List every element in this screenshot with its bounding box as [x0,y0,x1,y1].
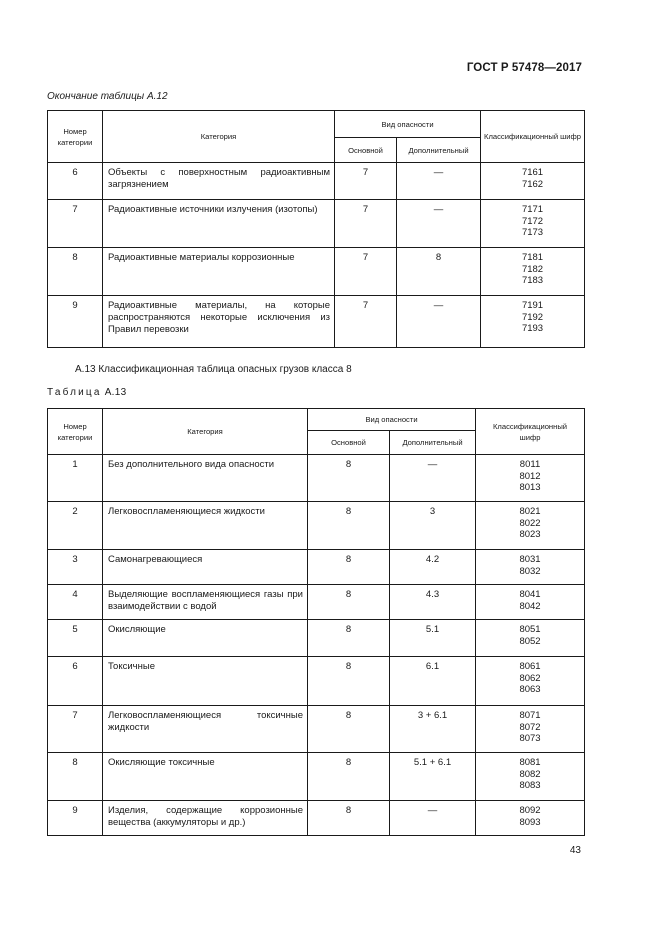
table-row [48,620,585,657]
row-primary-hazard: 7 [335,248,397,296]
classification-code: 7182 [521,263,544,275]
row-category: Изделия, содержащие коррозионные вещества (аккумуляторы и др.) [103,801,308,836]
classification-code: 8063 [519,684,541,695]
header-primary: Основной [335,138,397,163]
classification-code: 8031 [519,554,541,565]
table2-caption-word: Таблица [47,387,102,398]
table-row [48,502,585,550]
row-codes [476,585,585,620]
section-title: А.13 Классификационная таблица опасных грузов класса 8 [75,364,352,375]
classification-code: 7162 [521,178,544,190]
row-category: Радиоактивные материалы коррозионные [103,248,335,296]
classification-code: 8011 [519,459,541,470]
row-primary-hazard: 8 [308,550,390,585]
row-category: Легковоспламеняющиеся токсичные жидкости [103,706,308,753]
classification-code: 8062 [519,672,541,684]
row-number: 6 [48,657,103,706]
page-number: 43 [569,845,581,856]
row-additional-hazard: 5.1 [390,620,476,657]
classification-code: 7171 [521,204,544,215]
row-additional-hazard: 4.2 [390,550,476,585]
header-code: Классификационный шифр [476,409,585,455]
row-additional-hazard: — [397,200,481,248]
row-codes [476,801,585,836]
classification-code: 8073 [519,733,541,744]
table-row [48,801,585,836]
row-number: 2 [48,502,103,550]
row-codes [476,620,585,657]
header-additional: Дополнительный [390,431,476,455]
classification-code: 8023 [519,529,541,540]
classification-code: 8041 [519,589,541,600]
document-id: ГОСТ Р 57478—2017 [466,62,582,74]
table-row [48,200,585,248]
row-codes [476,502,585,550]
row-codes [476,706,585,753]
classification-code: 8013 [519,482,541,493]
header-number: Номер категории [48,409,103,455]
row-category: Окисляющие [103,620,308,657]
row-additional-hazard: 5.1 + 6.1 [390,753,476,801]
row-primary-hazard: 7 [335,296,397,348]
table2-caption-number: А.13 [104,387,127,398]
table-row [48,163,585,200]
row-additional-hazard: 4.3 [390,585,476,620]
header-additional: Дополнительный [397,138,481,163]
row-codes [481,163,585,200]
row-additional-hazard: — [397,296,481,348]
header-category: Категория [103,111,335,163]
row-codes [476,455,585,502]
row-additional-hazard: 6.1 [390,657,476,706]
row-category: Радиоактивные источники излучения (изотопы) [103,200,335,248]
row-category: Самонагревающиеся [103,550,308,585]
row-category: Радиоактивные материалы, на которые распространяются некоторые исключения из Правил перевозки [103,296,335,348]
row-additional-hazard: — [390,801,476,836]
classification-code: 8021 [519,506,541,517]
classification-code: 7181 [521,252,544,263]
row-additional-hazard: 8 [397,248,481,296]
classification-code: 8083 [519,780,541,791]
table-a12-end [47,110,585,348]
row-category: Токсичные [103,657,308,706]
header-number: Номер категории [48,111,103,163]
classification-code: 8052 [519,635,541,647]
classification-code: 8093 [519,816,541,828]
table-row [48,706,585,753]
classification-code: 8051 [519,624,541,635]
header-primary: Основной [308,431,390,455]
row-primary-hazard: 8 [308,502,390,550]
row-number: 7 [48,706,103,753]
classification-code: 8042 [519,600,541,612]
row-category: Окисляющие токсичные [103,753,308,801]
classification-code: 8072 [519,721,541,733]
row-primary-hazard: 8 [308,753,390,801]
row-primary-hazard: 8 [308,585,390,620]
row-number: 8 [48,753,103,801]
row-codes [481,200,585,248]
header-hazard-type: Вид опасности [308,409,476,431]
classification-code: 8012 [519,470,541,482]
row-primary-hazard: 8 [308,801,390,836]
table-row [48,753,585,801]
row-additional-hazard: 3 [390,502,476,550]
table-a13 [47,408,585,836]
row-category: Без дополнительного вида опасности [103,455,308,502]
row-category: Легковоспламеняющиеся жидкости [103,502,308,550]
row-primary-hazard: 8 [308,706,390,753]
classification-code: 8082 [519,768,541,780]
row-number: 7 [48,200,103,248]
row-number: 1 [48,455,103,502]
row-additional-hazard: — [397,163,481,200]
row-primary-hazard: 8 [308,657,390,706]
table-row [48,296,585,348]
row-primary-hazard: 7 [335,163,397,200]
row-number: 3 [48,550,103,585]
classification-code: 7173 [521,227,544,238]
row-number: 6 [48,163,103,200]
table2-caption [47,387,126,398]
classification-code: 8061 [519,661,541,672]
classification-code: 7193 [521,323,544,334]
table-row [48,455,585,502]
classification-code: 8071 [519,710,541,721]
row-number: 9 [48,801,103,836]
row-primary-hazard: 8 [308,455,390,502]
row-codes [476,550,585,585]
row-number: 9 [48,296,103,348]
classification-code: 7172 [521,215,544,227]
table-row [48,657,585,706]
classification-code: 7192 [521,311,544,323]
classification-code: 8081 [519,757,541,768]
row-codes [481,296,585,348]
classification-code: 8022 [519,517,541,529]
table-row [48,550,585,585]
row-number: 8 [48,248,103,296]
classification-code: 8032 [519,565,541,577]
classification-code: 7191 [521,300,544,311]
table-row [48,585,585,620]
row-number: 4 [48,585,103,620]
classification-code: 7183 [521,275,544,286]
classification-code: 8092 [519,805,541,816]
classification-code: 7161 [521,167,544,178]
row-number: 5 [48,620,103,657]
header-category: Категория [103,409,308,455]
row-category: Объекты с поверхностным радиоактивным загрязнением [103,163,335,200]
row-primary-hazard: 8 [308,620,390,657]
row-primary-hazard: 7 [335,200,397,248]
header-code: Классификационный шифр [481,111,585,163]
row-additional-hazard: 3 + 6.1 [390,706,476,753]
row-codes [476,753,585,801]
row-codes [476,657,585,706]
row-additional-hazard: — [390,455,476,502]
table-row [48,248,585,296]
row-codes [481,248,585,296]
header-hazard-type: Вид опасности [335,111,481,138]
table1-caption: Окончание таблицы А.12 [47,91,168,102]
row-category: Выделяющие воспламеняющиеся газы при взаимодействии с водой [103,585,308,620]
